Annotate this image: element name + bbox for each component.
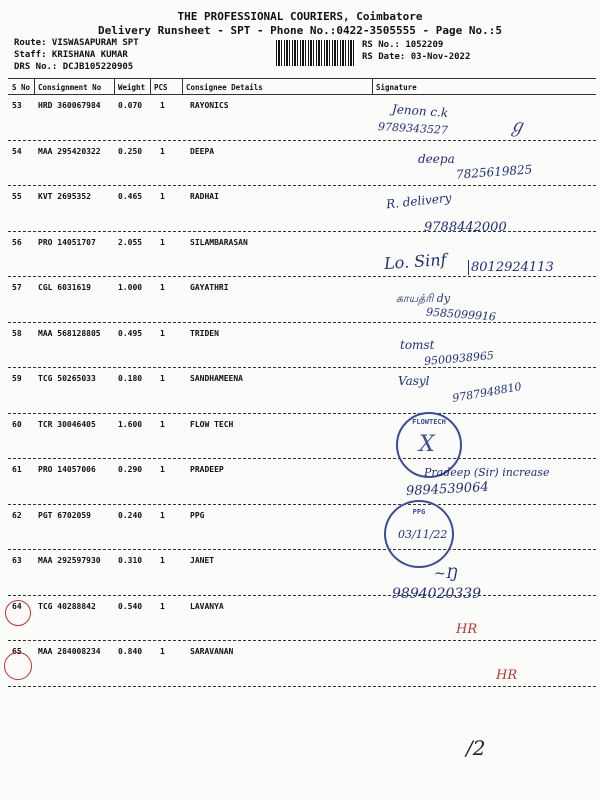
- signature-57-phone: 9585099916: [425, 305, 497, 324]
- row-pcs: 1: [160, 283, 165, 292]
- col-divider: [372, 78, 373, 94]
- rs-number: RS No.: 1052209: [362, 40, 444, 50]
- row-weight: 1.600: [118, 419, 143, 429]
- row-sno: 55: [12, 192, 22, 201]
- row-weight: 0.070: [118, 101, 143, 110]
- row-weight: 2.055: [118, 237, 143, 247]
- row-weight: 0.465: [118, 192, 143, 201]
- row-sno: 56: [12, 237, 22, 247]
- row-pcs: 1: [160, 556, 165, 565]
- row-divider: [8, 549, 596, 550]
- row-consignment: MAA 292597930: [38, 556, 101, 565]
- barcode: [276, 40, 356, 66]
- row-consignment: CGL 6031619: [38, 283, 91, 292]
- row-sno: 62: [12, 510, 22, 520]
- row-consignment: PRO 14057006: [38, 465, 96, 474]
- row-consignee: FLOW TECH: [190, 419, 234, 429]
- row-consignee: GAYATHRI: [190, 283, 229, 292]
- row-consignee: JANET: [190, 556, 215, 565]
- row-consignment: MAA 568128805: [38, 328, 101, 338]
- row-divider: [8, 140, 596, 141]
- signature-58-phone: 9500938965: [423, 348, 495, 369]
- row-consignee: PPG: [190, 510, 205, 520]
- row-consignment: PRO 14051707: [38, 237, 96, 247]
- signature-53: Jenon c.k: [391, 102, 449, 120]
- row-pcs: 1: [160, 374, 165, 383]
- row-sno: 60: [12, 419, 22, 429]
- row-weight: 0.180: [118, 374, 143, 383]
- row-weight: 0.310: [118, 556, 143, 565]
- row-sno: 64: [12, 601, 22, 611]
- row-divider: [8, 458, 596, 459]
- row-divider: [8, 686, 596, 687]
- row-pcs: 1: [160, 192, 165, 201]
- signature-61: Pradeep (Sir) increase: [424, 466, 550, 479]
- row-pcs: 1: [160, 647, 165, 656]
- stamp-signature: X: [419, 432, 435, 457]
- row-consignment: PGT 6702059: [38, 510, 91, 520]
- row-consignee: LAVANYA: [190, 601, 224, 611]
- col-divider: [114, 78, 115, 94]
- col-signature: Signature: [376, 83, 417, 92]
- row-pcs: 1: [160, 237, 165, 247]
- row-pcs: 1: [160, 328, 165, 338]
- row-consignee: PRADEEP: [190, 465, 224, 474]
- signature-61-phone: 9894539064: [405, 479, 490, 500]
- page-mark: /2: [466, 736, 486, 760]
- signature-62-date: 03/11/22: [398, 528, 448, 541]
- signature-57: காயத்ரி dy: [396, 292, 451, 305]
- row-pcs: 1: [160, 601, 165, 611]
- header-top-rule: [8, 78, 596, 79]
- signature-65-hr: HR: [496, 668, 518, 683]
- row-divider: [8, 231, 596, 232]
- row-consignment: TCG 50265033: [38, 374, 96, 383]
- signature-64-hr: HR: [456, 622, 478, 637]
- row-consignment: HRD 360067984: [38, 101, 101, 110]
- row-divider: [8, 185, 596, 186]
- signature-56: Lo. Sinf: [383, 249, 448, 274]
- row-divider: [8, 367, 596, 368]
- row-65-circle-mark: [4, 652, 32, 680]
- signature-58: tomst: [400, 338, 435, 352]
- row-divider: [8, 276, 596, 277]
- row-consignee: TRIDEN: [190, 328, 219, 338]
- signature-54: deepa: [418, 152, 455, 166]
- signature-56-phone: 8012924113: [468, 260, 554, 275]
- col-divider: [182, 78, 183, 94]
- row-divider: [8, 322, 596, 323]
- col-sno: S No: [12, 83, 31, 92]
- row-consignee: SILAMBARASAN: [190, 237, 248, 247]
- row-consignee: SANDHAMEENA: [190, 374, 243, 383]
- row-pcs: 1: [160, 510, 165, 520]
- signature-53-phone: 9789343527: [377, 120, 449, 137]
- row-consignee: SARAVANAN: [190, 647, 234, 656]
- row-sno: 58: [12, 328, 22, 338]
- row-consignee: DEEPA: [190, 146, 215, 156]
- signature-59: Vasyl: [398, 374, 430, 388]
- col-pcs: PCS: [154, 83, 168, 92]
- document-title: THE PROFESSIONAL COURIERS, Coimbatore: [177, 10, 423, 23]
- ppg-stamp-text: PPG: [412, 508, 426, 516]
- row-consignee: RAYONICS: [190, 101, 229, 110]
- row-weight: 0.540: [118, 601, 143, 611]
- signature-55-phone: 9788442000: [424, 220, 507, 235]
- staff-label: Staff: KRISHANA KUMAR: [14, 50, 128, 60]
- row-divider: [8, 640, 596, 641]
- row-pcs: 1: [160, 101, 165, 110]
- signature-63: ~Ŋ: [434, 566, 458, 582]
- row-consignment: TCG 40288842: [38, 601, 96, 611]
- row-consignee: RADHAI: [190, 192, 219, 201]
- row-divider: [8, 595, 596, 596]
- row-weight: 1.000: [118, 283, 143, 292]
- row-pcs: 1: [160, 419, 165, 429]
- col-weight: Weight: [118, 83, 146, 92]
- row-sno: 57: [12, 283, 22, 292]
- signature-63-phone: 9894020339: [392, 586, 482, 602]
- flowtech-stamp-text: FLOWTECH: [412, 418, 446, 426]
- rs-date: RS Date: 03-Nov-2022: [362, 52, 471, 62]
- signature-59-phone: 9787948810: [451, 380, 523, 405]
- row-sno: 63: [12, 556, 22, 565]
- col-divider: [34, 78, 35, 94]
- col-divider: [150, 78, 151, 94]
- row-divider: [8, 413, 596, 414]
- row-64-circle-mark: [5, 600, 31, 626]
- header-bottom-rule: [8, 94, 596, 95]
- row-consignment: KVT 2695352: [38, 192, 91, 201]
- row-sno: 65: [12, 647, 22, 656]
- row-pcs: 1: [160, 465, 165, 474]
- row-consignment: TCR 30046405: [38, 419, 96, 429]
- drs-number: DRS No.: DCJB105220905: [14, 62, 134, 72]
- row-divider: [8, 504, 596, 505]
- row-sno: 61: [12, 465, 22, 474]
- route-label: Route: VISWASAPURAM SPT: [14, 38, 139, 48]
- signature-54-phone: 7825619825: [455, 162, 533, 182]
- row-consignment: MAA 284008234: [38, 647, 101, 656]
- col-consignee: Consignee Details: [186, 83, 263, 92]
- row-sno: 54: [12, 146, 22, 156]
- document-subtitle: Delivery Runsheet - SPT - Phone No.:0422-3505555 - Page No.:5: [98, 24, 502, 37]
- row-consignment: MAA 295420322: [38, 146, 101, 156]
- row-weight: 0.290: [118, 465, 143, 474]
- row-sno: 53: [12, 101, 22, 110]
- ppg-stamp: [384, 500, 454, 568]
- row-weight: 0.840: [118, 647, 143, 656]
- row-weight: 0.240: [118, 510, 143, 520]
- signature-53-scribble: ℊ: [508, 116, 526, 137]
- row-pcs: 1: [160, 146, 165, 156]
- signature-55: R. delivery: [385, 190, 453, 212]
- col-consignment: Consignment No: [38, 83, 102, 92]
- row-weight: 0.495: [118, 328, 143, 338]
- row-sno: 59: [12, 374, 22, 383]
- row-weight: 0.250: [118, 146, 143, 156]
